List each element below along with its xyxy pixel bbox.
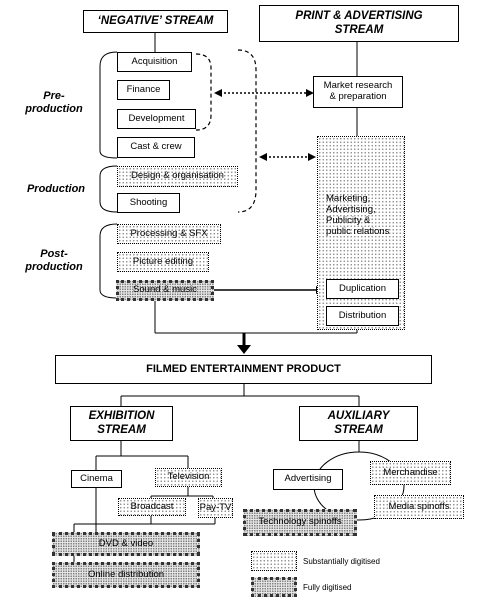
post-label-line2: production [25,261,83,274]
processing-sfx-box: Processing & SFX [117,224,221,244]
marketing-line1: Marketing, [326,193,371,204]
market-line1: Market research [323,80,393,92]
picture-editing-box: Picture editing [117,252,209,272]
merchandise-box: Merchandise [370,461,451,485]
auxiliary-header-line1: AUXILIARY [327,410,390,423]
design-organisation-box: Design & organisation [117,166,238,187]
development-box: Development [117,109,196,129]
print-header-line1: PRINT & ADVERTISING [295,10,423,23]
marketing-line3: Publicity & [326,214,371,226]
television-box: Television [155,468,222,487]
auxiliary-header-line2: STREAM [334,423,383,436]
exhibition-stream-header [70,406,173,441]
production-label: Production [26,183,86,195]
filmed-entertainment-product-box: FILMED ENTERTAINMENT PRODUCT [55,355,432,384]
media-spinoffs-box: Media spinoffs [374,495,464,519]
legend-full-label: Fully digitised [303,583,352,592]
marketing-line4: public relations [326,225,390,237]
finance-box: Finance [117,80,170,100]
auxiliary-stream-header [299,406,418,441]
duplication-box: Duplication [326,279,399,299]
advertising-box: Advertising [273,469,343,490]
marketing-advertising-box [317,136,405,330]
acquisition-box: Acquisition [117,52,192,72]
post-production-label [14,248,94,274]
legend-full-swatch [251,577,297,597]
technology-spinoffs-box: Technology spinoffs [243,509,357,536]
dvd-video-box: DVD & video [52,532,200,556]
online-distribution-box: Online distribution [52,562,200,588]
post-label-line1: Post- [40,248,68,260]
print-header-line2: STREAM [334,23,384,36]
cast-crew-box: Cast & crew [117,137,195,158]
negative-stream-title: ‘NEGATIVE’ STREAM [97,14,214,27]
cinema-box: Cinema [71,470,122,488]
marketing-line2: Advertising, [326,203,376,215]
negative-stream-header [83,10,228,33]
sound-music-box: Sound & music [116,280,214,301]
shooting-box: Shooting [117,193,180,213]
print-advertising-header [259,5,459,42]
pay-tv-box: Pay-TV [198,498,233,518]
pre-label-line2: production [25,103,83,116]
market-line2: & preparation [329,91,387,102]
legend-substantial-swatch [251,551,297,571]
broadcast-box: Broadcast [118,498,186,516]
legend-substantial-label: Substantially digitised [303,557,380,566]
exhibition-header-line1: EXHIBITION [88,410,155,423]
market-research-box [313,76,403,108]
pre-production-label [14,90,94,116]
pre-label-line1: Pre- [43,90,65,102]
exhibition-header-line2: STREAM [97,423,146,436]
distribution-box: Distribution [326,306,399,326]
